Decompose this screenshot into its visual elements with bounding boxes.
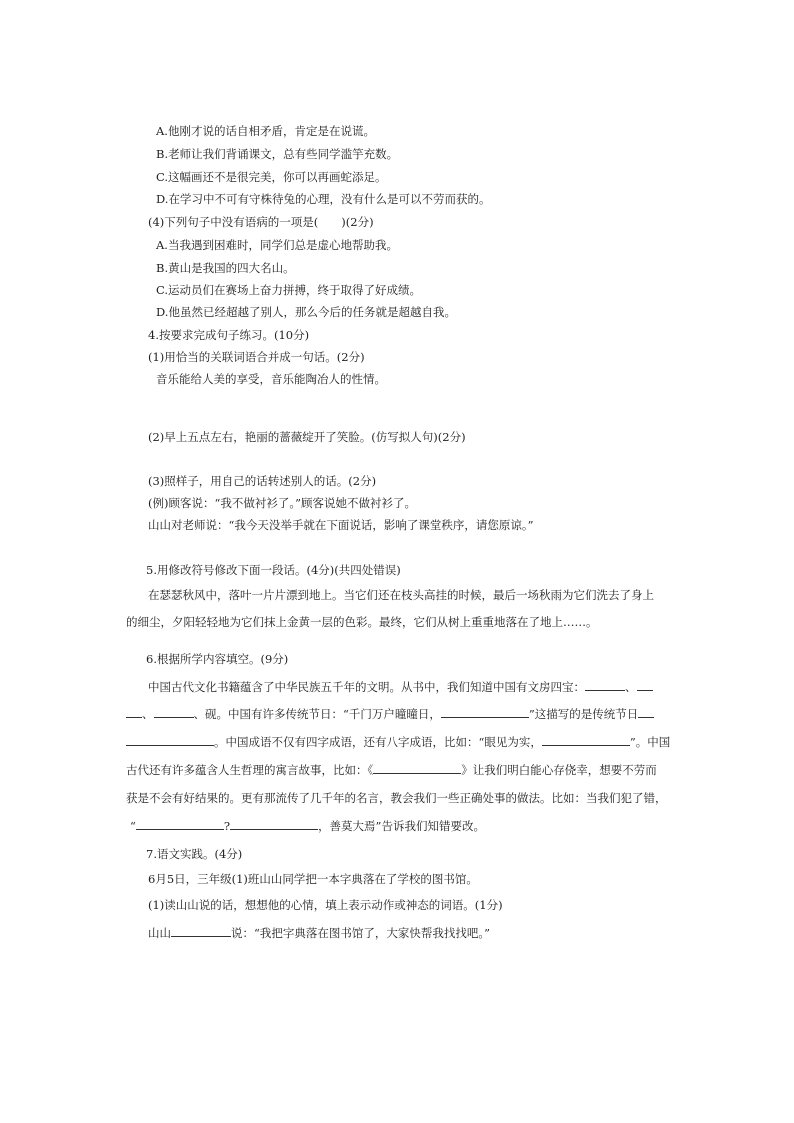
- q4-sub3-text: 山山对老师说：“我今天没举手就在下面说话，影响了课堂秩序，请您原谅。”: [148, 518, 534, 532]
- q6-line4-text: 古代还有许多蕴含人生哲理的寓言故事，比如：《: [126, 763, 374, 777]
- q5-paragraph-line1: 在瑟瑟秋风中，落叶一片片漂到地上。当它们还在枝头高挂的时候，最后一场秋雨为它们洗去了身上: [148, 588, 654, 602]
- q5-title: 5.用修改符号修改下面一段话。(4分)(共四处错误): [146, 563, 401, 577]
- q6-line2-text: 、砚。中国有许多传统节日：“千门万户曈曈日，: [193, 707, 441, 721]
- q6-line3-text: 。中国成语不仅有四字成语，还有八字成语，比如：“眼见为实，: [214, 735, 542, 749]
- q6-line1-sep: 、: [625, 680, 637, 694]
- q6-line3: [126, 733, 670, 751]
- q6-blank-festival-a[interactable]: [638, 705, 654, 718]
- q6-blank-treasure-2a[interactable]: [637, 678, 653, 691]
- q7-sub1-name: 山山: [148, 926, 171, 940]
- q3-4-option-b: B.黄山是我国的四大名山。: [156, 261, 295, 275]
- q6-blank-saying-2[interactable]: [230, 817, 318, 830]
- q3-4-prompt: (4)下列句子中没有语病的一项是( )(2分): [148, 215, 374, 229]
- q6-line6-text: ，善莫大焉”告诉我们知错要改。: [318, 819, 485, 833]
- q6-line2: [126, 705, 654, 723]
- q6-blank-saying-1[interactable]: [136, 817, 224, 830]
- q3-4-option-c: C.运动员们在赛场上奋力拼搏，终于取得了好成绩。: [156, 283, 422, 297]
- q7-blank-action[interactable]: [171, 924, 231, 937]
- q4-sub2: (2)早上五点左右，艳丽的蔷薇绽开了笑脸。(仿写拟人句)(2分): [148, 430, 466, 444]
- q6-line2-text-b: ”这描写的是传统节日: [528, 707, 639, 721]
- q6-line5: 获是不会有好结果的。更有那流传了几千年的名言，教会我们一些正确处事的做法。比如：当我们犯了错，: [126, 791, 667, 805]
- q6-title: 6.根据所学内容填空。(9分): [146, 652, 289, 666]
- q7-sub1-quote: 说：“我把字典落在图书馆了，大家快帮我找找吧。”: [231, 926, 491, 940]
- q5-paragraph-line2: 的细尘，夕阳轻轻地为它们抹上金黄一层的色彩。最终，它们从树上重重地落在了地上……。: [126, 615, 598, 629]
- q6-line2-sep: 、: [142, 707, 154, 721]
- q7-sub1: (1)读山山说的话，想想他的心情，填上表示动作或神态的词语。(1分): [148, 898, 503, 912]
- q6-line3-text-b: ”。中国: [629, 735, 671, 749]
- q6-line1-text: 中国古代文化书籍蕴含了中华民族五千年的文明。从书中，我们知道中国有文房四宝：: [148, 680, 585, 694]
- q6-blank-treasure-2b[interactable]: [126, 705, 142, 718]
- q6-blank-treasure-3[interactable]: [154, 705, 194, 718]
- q6-blank-treasure-1[interactable]: [585, 678, 625, 691]
- q6-line6-q: ?: [223, 819, 231, 833]
- q3-3-option-a: A.他刚才说的话自相矛盾，肯定是在说谎。: [156, 124, 375, 138]
- q4-sub3-example: (例)顾客说：“我不做衬衫了。”顾客说她不做衬衫了。: [148, 496, 416, 510]
- q6-blank-fable[interactable]: [373, 761, 461, 774]
- q6-blank-poem[interactable]: [441, 705, 529, 718]
- q6-line1: [148, 678, 653, 696]
- q4-sub3: (3)照样子，用自己的话转述别人的话。(2分): [148, 474, 377, 488]
- q4-sub1: (1)用恰当的关联词语合并成一句话。(2分): [148, 350, 365, 364]
- q7-title: 7.语文实践。(4分): [146, 847, 243, 861]
- q7-sub1-answer-line: [148, 924, 490, 942]
- q6-line4: [126, 761, 657, 779]
- q3-3-option-b: B.老师让我们背诵课文，总有些同学滥竽充数。: [156, 147, 399, 161]
- q3-3-option-d: D.在学习中不可有守株待兔的心理，没有什么是可以不劳而获的。: [156, 192, 491, 206]
- q4-sub1-text: 音乐能给人美的享受，音乐能陶冶人的性情。: [156, 372, 386, 386]
- q7-intro: 6月5日，三年级(1)班山山同学把一本字典落在了学校的图书馆。: [148, 872, 478, 886]
- q4-title: 4.按要求完成句子练习。(10分): [148, 328, 310, 342]
- q6-line6-quote: “: [130, 819, 136, 833]
- q6-blank-idiom[interactable]: [542, 733, 630, 746]
- q6-blank-festival-b[interactable]: [126, 733, 214, 746]
- q3-4-option-a: A.当我遇到困难时，同学们总是虚心地帮助我。: [156, 238, 398, 252]
- q6-line6: [130, 817, 485, 835]
- q6-line4-text-b: 》让我们明白能心存侥幸，想要不劳而: [461, 763, 657, 777]
- q3-4-option-d: D.他虽然已经超越了别人，那么今后的任务就是超越自我。: [156, 305, 456, 319]
- q3-3-option-c: C.这幅画还不是很完美，你可以再画蛇添足。: [156, 170, 387, 184]
